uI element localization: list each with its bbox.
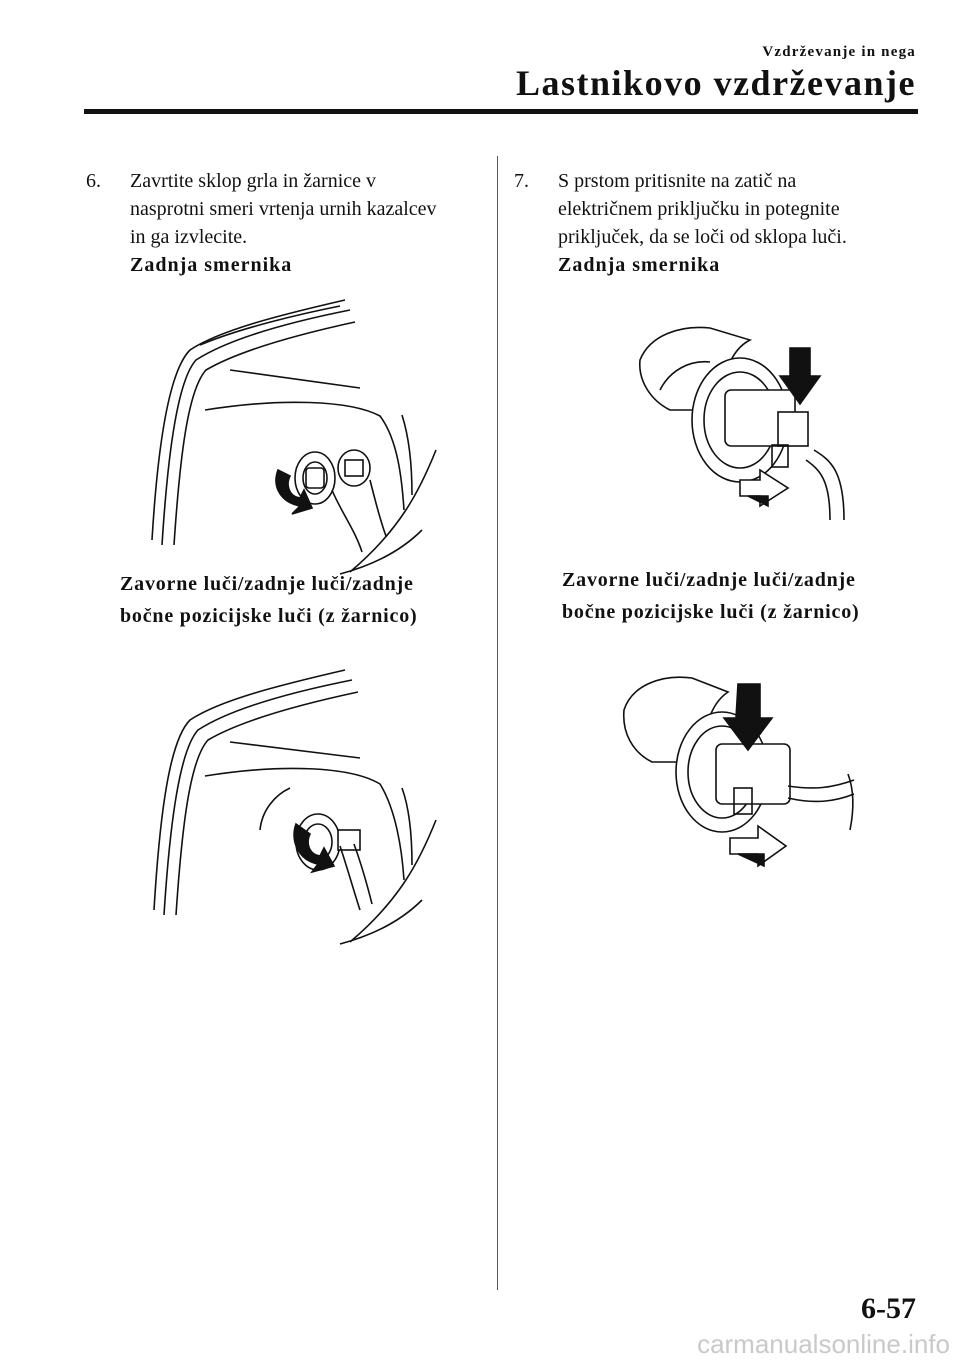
step-number: 6. <box>86 170 101 192</box>
caption-line: bočne pozicijske luči (z žarnico) <box>562 601 860 623</box>
rear-turn-signal-connector-figure <box>630 320 850 530</box>
caption-line: Zavorne luči/zadnje luči/zadnje <box>562 569 856 591</box>
step-line: in ga izvlecite. <box>130 226 248 248</box>
step-line: Zavrtite sklop grla in žarnice v <box>130 170 377 192</box>
page-number: 6-57 <box>861 1292 916 1325</box>
step-line: nasprotni smeri vrtenja urnih kazalcev <box>130 198 437 220</box>
caption-line: Zavorne luči/zadnje luči/zadnje <box>120 573 414 595</box>
step-text <box>130 167 437 279</box>
step-number: 7. <box>514 170 529 192</box>
header-section: Vzdrževanje in nega <box>762 44 916 60</box>
header-rule <box>84 109 918 114</box>
step-line: S prstom pritisnite na zatič na <box>558 170 797 192</box>
caption-line: bočne pozicijske luči (z žarnico) <box>120 605 418 627</box>
page-title: Lastnikovo vzdrževanje <box>516 63 916 103</box>
step-line: električnem priključku in potegnite <box>558 198 840 220</box>
step-text <box>558 167 847 279</box>
step-line: priključek, da se loči od sklopa luči. <box>558 226 847 248</box>
brake-tail-light-removal-figure <box>140 660 460 950</box>
brake-tail-light-connector-figure <box>618 670 858 890</box>
watermark: carmanualsonline.info <box>697 1329 950 1359</box>
step-6 <box>86 167 486 297</box>
figure-caption <box>120 568 417 632</box>
figure-caption: Zadnja smernika <box>130 254 293 276</box>
figure-caption: Zadnja smernika <box>558 254 721 276</box>
rear-turn-signal-removal-figure <box>140 290 460 580</box>
column-divider <box>497 156 498 1290</box>
figure-caption <box>562 564 859 628</box>
step-7 <box>514 167 914 297</box>
